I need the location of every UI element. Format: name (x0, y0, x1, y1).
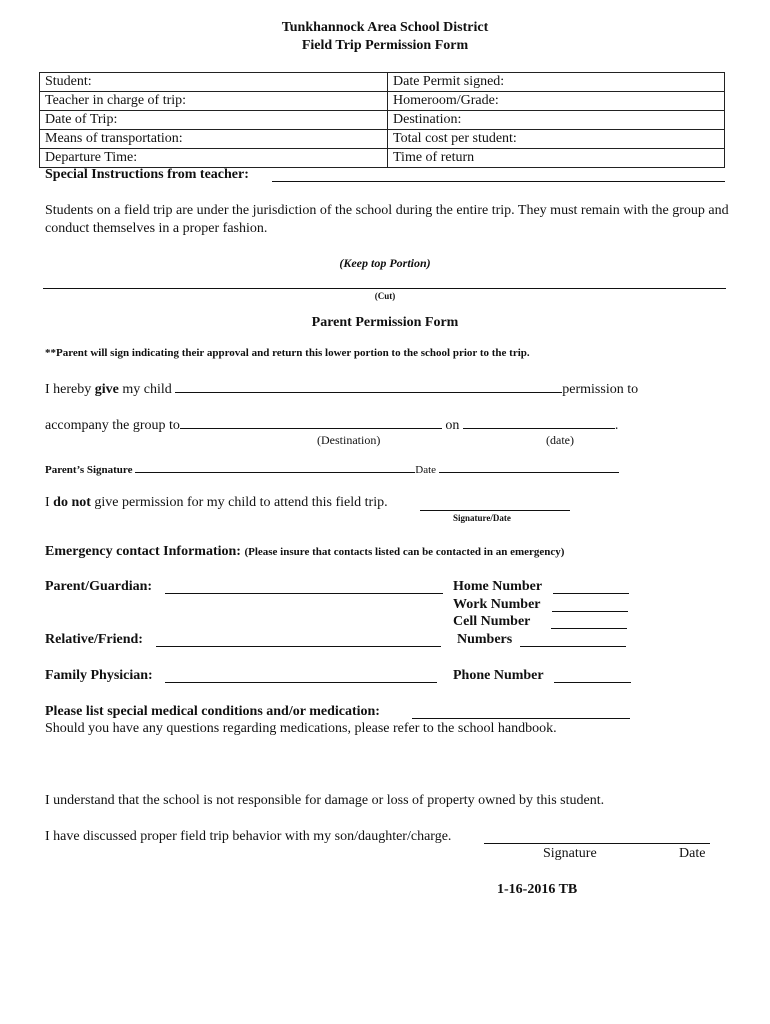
on-text: on (441, 418, 463, 433)
accompany-text: accompany the group to (45, 418, 180, 433)
special-instructions-label: Special Instructions from teacher: (45, 167, 249, 182)
parent-date-line[interactable] (439, 462, 619, 473)
return-time-field[interactable]: Time of return (388, 149, 725, 168)
cell-number-line[interactable] (551, 628, 627, 629)
table-row (40, 92, 725, 111)
district-title: Tunkhannock Area School District (281, 20, 489, 35)
numbers-line[interactable] (520, 646, 626, 647)
signature-caption: Signature (543, 846, 597, 861)
emergency-title-row (45, 544, 564, 560)
medical-line[interactable] (412, 718, 630, 719)
emergency-note: (Please insure that contacts listed can be contacted in an emergency) (244, 546, 565, 558)
no-permission-signature-line[interactable] (420, 510, 570, 511)
parent-note: **Parent will sign indicating their approval and return this lower portion to the school prior to the trip. (45, 347, 530, 359)
date-label: Date (415, 464, 437, 476)
work-number-line[interactable] (552, 611, 628, 612)
parent-form-title: Parent Permission Form (311, 315, 459, 330)
table-row (40, 111, 725, 130)
emergency-title: Emergency contact Information: (45, 544, 241, 559)
parent-signature-label: Parent’s Signature (45, 464, 133, 476)
parent-guardian-label: Parent/Guardian: (45, 579, 153, 594)
table-row (40, 73, 725, 92)
relative-friend-label: Relative/Friend: (45, 632, 143, 647)
do-not-text: do not (53, 495, 91, 510)
medical-note: Should you have any questions regarding medications, please refer to the school handbook. (45, 721, 557, 736)
parent-signature-row (45, 462, 619, 476)
table-row (40, 130, 725, 149)
form-title: Field Trip Permission Form (301, 38, 469, 53)
parent-signature-line[interactable] (135, 462, 415, 473)
no-permission-rest: give permission for my child to attend this field trip. (90, 495, 388, 510)
destination-line[interactable] (180, 416, 442, 429)
work-number-label: Work Number (453, 597, 541, 612)
phone-number-line[interactable] (554, 682, 631, 683)
parent-guardian-line[interactable] (165, 593, 443, 594)
jurisdiction-text: Students on a field trip are under the jurisdiction of the school during the entire trip. They must remain with the group and conduct themselves in a proper fashion. (45, 203, 729, 236)
homeroom-grade-field[interactable]: Homeroom/Grade: (388, 92, 725, 111)
departure-time-field[interactable]: Departure Time: (40, 149, 388, 168)
permission-to-text: permission to (562, 382, 639, 397)
cost-per-student-field[interactable]: Total cost per student: (388, 130, 725, 149)
footer-code: 1-16-2016 TB (497, 882, 578, 897)
phone-number-label: Phone Number (453, 668, 544, 683)
date-caption: (date) (546, 433, 574, 447)
permission-line-1 (45, 380, 638, 398)
relative-friend-line[interactable] (156, 646, 441, 647)
understand-text: I understand that the school is not responsible for damage or loss of property owned by this student. (45, 793, 605, 808)
discussed-text: I have discussed proper field trip behavior with my son/daughter/charge. (45, 829, 452, 844)
no-permission-i: I (45, 495, 54, 510)
cell-number-label: Cell Number (453, 614, 531, 629)
discussed-signature-line[interactable] (484, 843, 710, 844)
special-instructions-line[interactable] (272, 181, 725, 182)
trip-info-table (39, 72, 725, 168)
child-name-line[interactable] (175, 380, 562, 393)
table-row (40, 149, 725, 168)
my-child-text: my child (118, 382, 176, 397)
family-physician-line[interactable] (165, 682, 437, 683)
hereby-text: I hereby (45, 382, 95, 397)
home-number-line[interactable] (553, 593, 629, 594)
cut-label: (Cut) (374, 291, 396, 301)
no-permission-line (45, 495, 388, 511)
date-line[interactable] (463, 416, 615, 429)
medical-label: Please list special medical conditions and/or medication: (45, 704, 380, 719)
home-number-label: Home Number (453, 579, 543, 594)
date-caption-bottom: Date (679, 846, 706, 861)
student-field[interactable]: Student: (40, 73, 388, 92)
destination-caption: (Destination) (317, 433, 381, 447)
permission-line-2 (45, 416, 618, 434)
destination-field[interactable]: Destination: (388, 111, 725, 130)
transportation-field[interactable]: Means of transportation: (40, 130, 388, 149)
date-permit-signed-field[interactable]: Date Permit signed: (388, 73, 725, 92)
teacher-field[interactable]: Teacher in charge of trip: (40, 92, 388, 111)
give-text: give (94, 382, 119, 397)
keep-top-note: (Keep top Portion) (339, 256, 431, 270)
family-physician-label: Family Physician: (45, 668, 153, 683)
numbers-label: Numbers (457, 632, 513, 647)
date-of-trip-field[interactable]: Date of Trip: (40, 111, 388, 130)
signature-date-caption: Signature/Date (453, 513, 511, 523)
cut-line (43, 288, 726, 289)
period-text: . (614, 418, 619, 433)
